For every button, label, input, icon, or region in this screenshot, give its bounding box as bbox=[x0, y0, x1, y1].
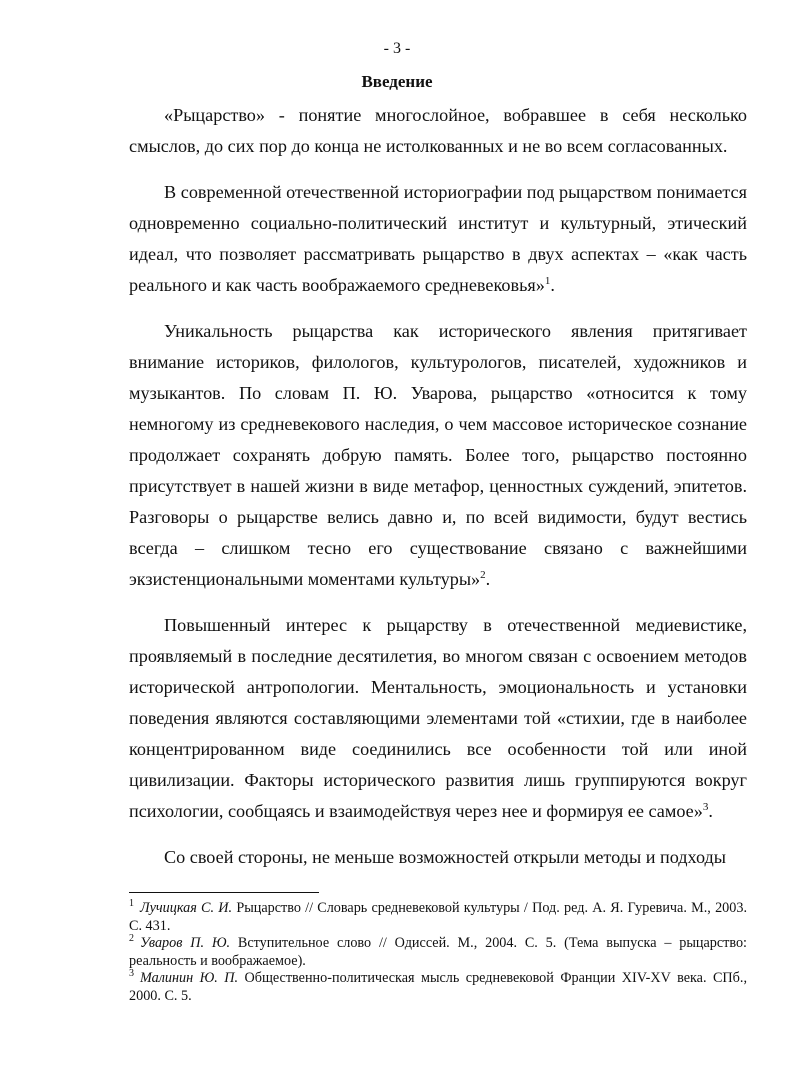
paragraph-tail: . bbox=[485, 569, 491, 589]
footnote-number: 3 bbox=[129, 968, 134, 980]
page-number: - 3 - bbox=[383, 40, 411, 57]
section-heading: Введение bbox=[361, 72, 433, 91]
paragraph bbox=[129, 842, 747, 873]
footnote-author: Лучицкая С. И. bbox=[140, 900, 233, 916]
footnote-author: Малинин Ю. П. bbox=[140, 970, 239, 986]
paragraph-text: Со своей стороны, не меньше возможностей открыли методы и подходы bbox=[164, 847, 726, 867]
footnote-author: Уваров П. Ю. bbox=[140, 935, 231, 951]
footnote-number: 1 bbox=[129, 898, 134, 910]
footnote-number: 2 bbox=[129, 933, 134, 945]
footnote-text: Общественно-политическая мысль средневековой Франции XIV-XV века. СПб., 2000. С. 5. bbox=[129, 970, 747, 1004]
paragraph-tail: . bbox=[550, 275, 555, 295]
footnote bbox=[129, 935, 747, 970]
footnote-ref[interactable]: 2 bbox=[480, 568, 486, 581]
paragraph-text: Уникальность рыцарства как исторического явления притягивает внимание историков, филологов, культурологов, писателей, художников и музыкантов. По словам П. Ю. Уварова, рыцарство «относится к тому немногому из средневекового наследия, о чем массовое историческое сознание продолжает сохранять добрую память. Более того, рыцарство постоянно присутствует в нашей жизни в виде метафор, ценностных суждений, эпитетов. Разговоры о рыцарстве велись давно и, по всей видимости, будут вестись всегда – слишком тесно его существование связано с важнейшими экзистенциональными моментами культуры» bbox=[129, 321, 747, 589]
paragraph bbox=[129, 100, 747, 162]
footnote bbox=[129, 970, 747, 1005]
footnote-text: Вступительное слово // Одиссей. М., 2004. С. 5. (Тема выпуска – рыцарство: реальность и воображаемое). bbox=[129, 935, 747, 969]
footnote-divider bbox=[129, 892, 319, 893]
paragraph bbox=[129, 610, 747, 827]
footnote-text: Рыцарство // Словарь средневековой культуры / Под. ред. А. Я. Гуревича. М., 2003. С. 431. bbox=[129, 900, 747, 934]
footnotes bbox=[129, 900, 747, 1005]
footnote bbox=[129, 900, 747, 935]
paragraph-text: В современной отечественной историографии под рыцарством понимается одновременно социально-политический институт и культурный, этический идеал, что позволяет рассматривать рыцарство в двух аспектах – «как часть реального и как часть воображаемого средневековья» bbox=[129, 182, 747, 295]
paragraph-text: «Рыцарство» - понятие многослойное, вобравшее в себя несколько смыслов, до сих пор до конца не истолкованных и не во всем согласованных. bbox=[129, 105, 747, 156]
body-text bbox=[129, 100, 747, 888]
footnote-ref[interactable]: 3 bbox=[702, 800, 709, 813]
paragraph-tail: . bbox=[708, 801, 713, 821]
paragraph bbox=[129, 316, 747, 595]
paragraph-text: Повышенный интерес к рыцарству в отечественной медиевистике, проявляемый в последние десятилетия, во многом связан с освоением методов исторической антропологии. Ментальность, эмоциональность и установки поведения являются составляющими элементами той «стихии, где в наиболее концентрированном виде соединились все особенности той или иной цивилизации. Факторы исторического развития лишь группируются вокруг психологии, сообщаясь и взаимодействуя через нее и формируя ее самое» bbox=[129, 615, 747, 821]
footnote-ref[interactable]: 1 bbox=[544, 274, 551, 287]
paragraph bbox=[129, 177, 747, 301]
